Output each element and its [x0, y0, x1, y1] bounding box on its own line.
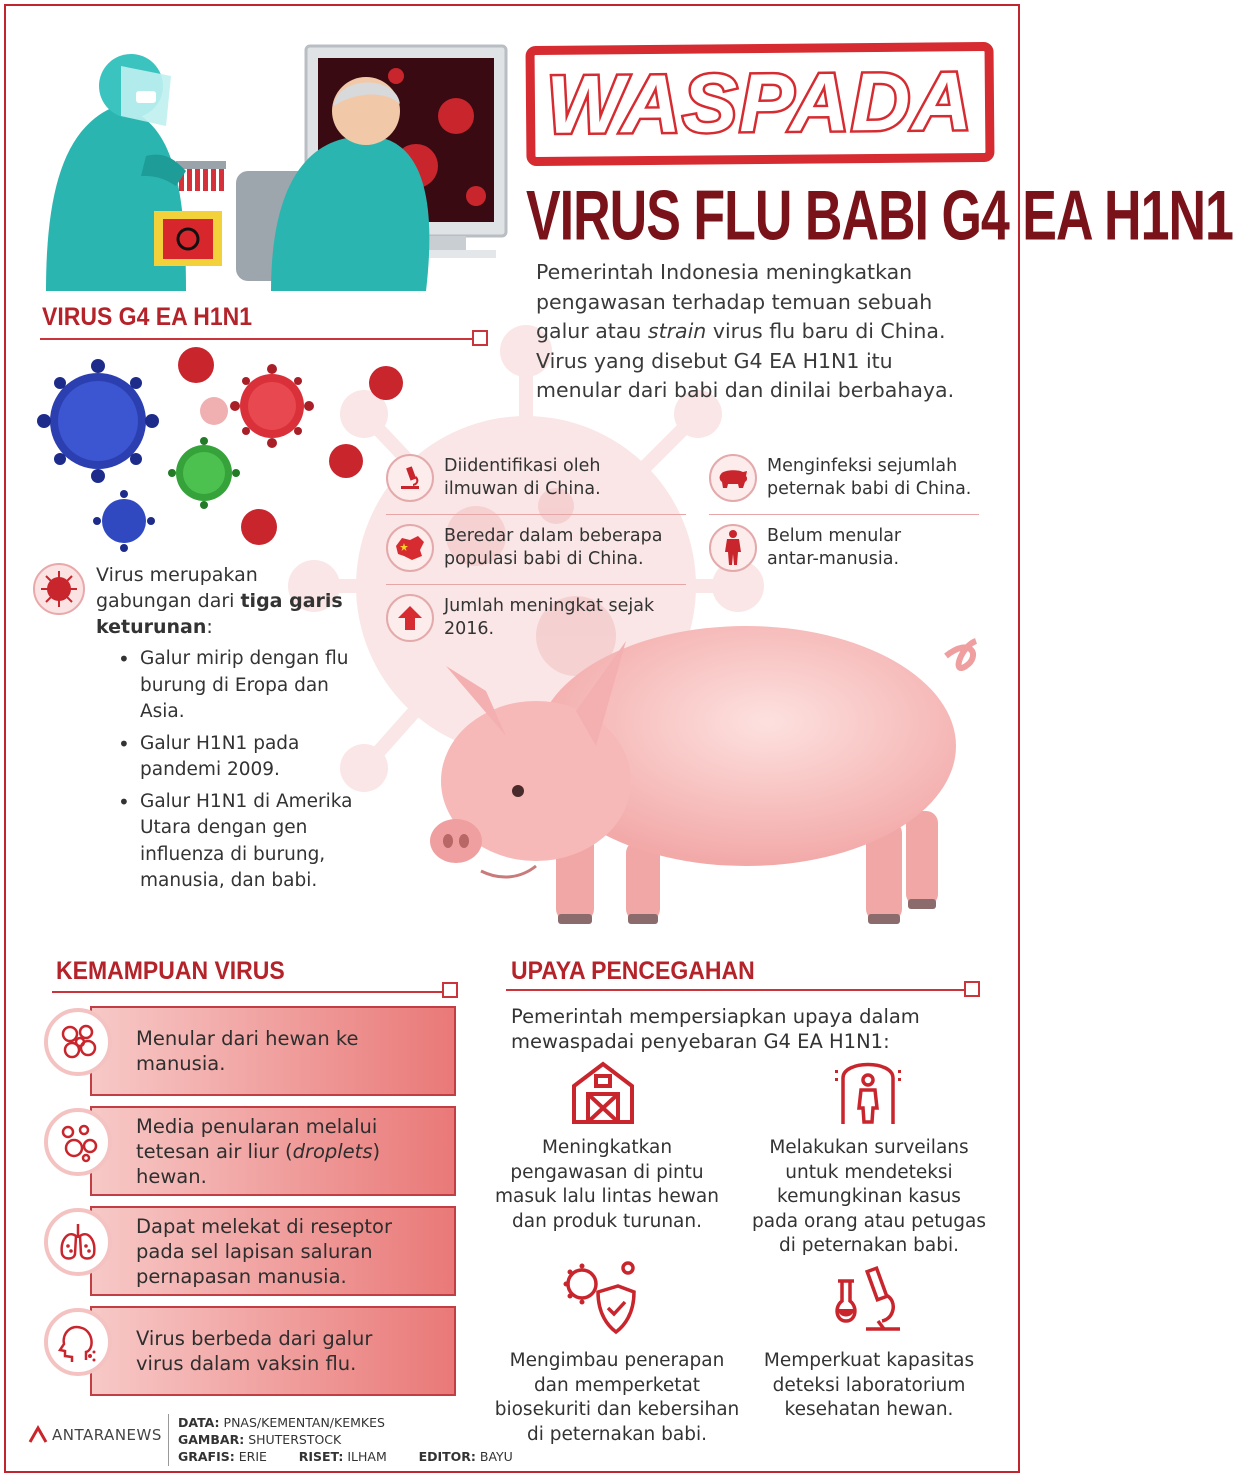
scientists-illustration	[36, 36, 516, 296]
fact-item: Diidentifikasi oleh ilmuwan di China.	[386, 454, 686, 502]
green-virus-icon	[168, 437, 240, 509]
microscope-icon	[386, 454, 434, 502]
human-body-icon	[709, 524, 757, 572]
prevention-item: Mengimbau penerapan dan memperketat biosekuriti dan kebersihan di peternakan babi.	[494, 1350, 740, 1445]
fact-divider	[709, 514, 979, 515]
virus-badge-icon	[32, 562, 86, 616]
prevention-section-title: UPAYA PENCEGAHAN	[511, 956, 755, 985]
pig-icon	[709, 454, 757, 502]
virus-section-title: VIRUS G4 EA H1N1	[42, 302, 253, 331]
droplets-icon	[44, 1108, 112, 1176]
prevention-intro: Pemerintah mempersiapkan upaya dalam mewaspadai penyebaran G4 EA H1N1:	[511, 1005, 920, 1053]
footer-divider	[168, 1414, 169, 1466]
strain-italic: strain	[647, 319, 707, 343]
virus-shield-icon	[558, 1258, 638, 1338]
ability-section-rule-box	[442, 982, 458, 998]
lineage-bold: tiga garis keturunan	[96, 590, 343, 638]
infographic-frame	[4, 4, 1233, 1473]
logo-text: ANTARANEWS	[52, 1426, 162, 1444]
fact-item: Jumlah meningkat sejak 2016.	[386, 594, 686, 642]
prevention-section-rule-box	[964, 981, 980, 997]
antaranews-logo	[28, 1426, 162, 1444]
pink-virus-icon	[200, 397, 228, 425]
pig-illustration	[426, 596, 986, 941]
list-item: • Galur mirip dengan flu burung di Eropa dan Asia.	[114, 646, 364, 726]
lungs-icon	[44, 1208, 112, 1276]
logo-mark-icon	[28, 1426, 48, 1444]
barn-icon	[563, 1051, 643, 1131]
prevention-item: Meningkatkan pengawasan di pintu masuk lalu lintas hewan dan produk turunan.	[495, 1137, 719, 1232]
ability-card: Menular dari hewan ke manusia.	[90, 1006, 456, 1096]
china-map-icon	[386, 524, 434, 572]
virus-section-rule-box	[472, 330, 488, 346]
fact-divider	[386, 514, 686, 515]
lineage-bullet-list	[114, 646, 364, 900]
fact-divider	[386, 584, 686, 585]
footer-credits: DATA: PNAS/KEMENTAN/KEMKES GAMBAR: SHUTERSTOCK GRAFIS: ERIE RISET: ILHAM EDITOR: BAYU	[178, 1415, 513, 1464]
intro-paragraph: Pemerintah Indonesia meningkatkan pengawasan terhadap temuan sebuah galur atau strain virus flu baru di China. Virus yang disebut G4 EA H1N1 itu menular dari babi dan dinilai berbahaya.	[536, 260, 955, 402]
virus-section-rule	[40, 338, 476, 340]
stamp-text: WASPADA	[546, 56, 974, 151]
list-item: • Galur H1N1 di Amerika Utara dengan gen influenza di burung, manusia, dan babi.	[114, 789, 364, 895]
prevention-section-rule	[506, 989, 966, 991]
cells-icon	[44, 1008, 112, 1076]
lab-microscope-icon	[828, 1261, 908, 1341]
body-scanner-icon	[828, 1051, 908, 1131]
red-virus-icon	[230, 364, 314, 448]
main-title: VIRUS FLU BABI G4 EA H1N1	[526, 177, 1233, 256]
ability-section-rule	[52, 991, 450, 993]
virus-cluster-illustration	[36, 341, 396, 556]
red-virus-small-icons	[178, 347, 403, 545]
blue-virus-icon	[37, 359, 159, 483]
fact-item: Beredar dalam beberapa populasi babi di China.	[386, 524, 686, 572]
ability-card: Dapat melekat di reseptor pada sel lapisan saluran pernapasan manusia.	[90, 1206, 456, 1296]
waspada-stamp	[525, 42, 994, 166]
ability-card: Media penularan melalui tetesan air liur (droplets) hewan.	[90, 1106, 456, 1196]
ability-section-title: KEMAMPUAN VIRUS	[56, 956, 285, 985]
ability-card: Virus berbeda dari galur virus dalam vaksin flu.	[90, 1306, 456, 1396]
list-item: • Galur H1N1 pada pandemi 2009.	[114, 731, 364, 784]
lineage-text: Virus merupakan gabungan dari tiga garis keturunan:	[96, 564, 343, 638]
droplets-italic: droplets	[292, 1139, 373, 1163]
face-cough-icon	[44, 1308, 112, 1376]
prevention-item: Melakukan surveilans untuk mendeteksi kemungkinan kasus pada orang atau petugas di peternakan babi.	[751, 1137, 986, 1256]
blue-virus-small-icon	[93, 490, 155, 552]
prevention-item: Memperkuat kapasitas deteksi laboratorium kesehatan hewan.	[763, 1350, 975, 1420]
fact-item: Menginfeksi sejumlah peternak babi di China.	[709, 454, 999, 502]
fact-item: Belum menular antar-manusia.	[709, 524, 999, 572]
